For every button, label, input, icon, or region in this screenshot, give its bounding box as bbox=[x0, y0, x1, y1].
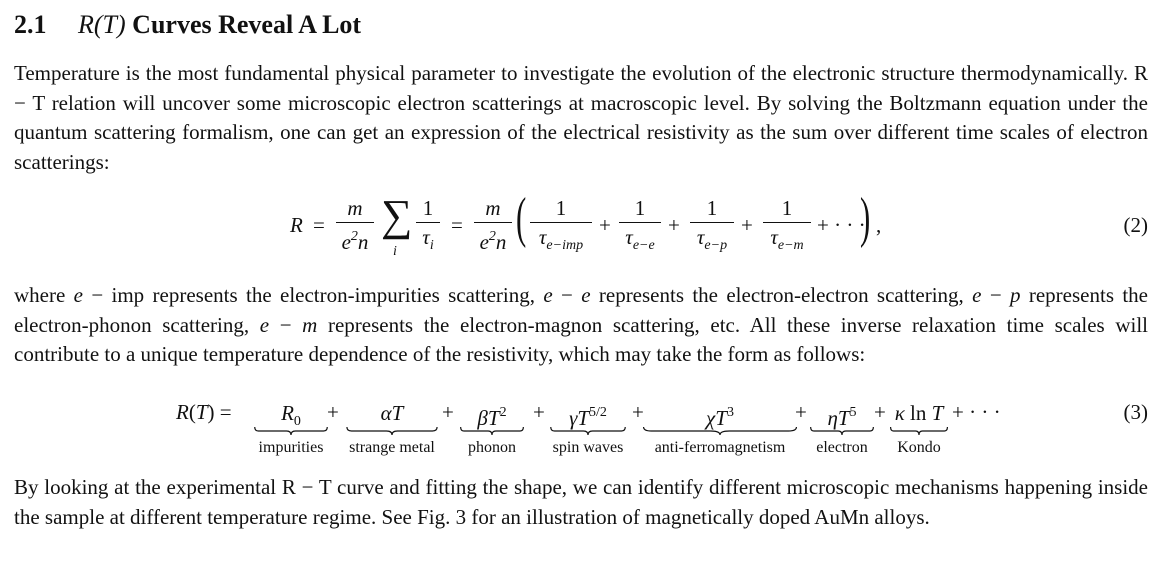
section-title-text: Curves Reveal A Lot bbox=[125, 10, 362, 39]
math-symbol: e bbox=[581, 283, 591, 307]
eq3-label-spin-waves: spin waves bbox=[552, 439, 624, 456]
eq2-equals-1: = bbox=[313, 213, 325, 237]
eq2-frac-imp: 1 $\tau_{e-imp}$ bbox=[530, 196, 592, 258]
eq2-sum-index: i bbox=[393, 244, 397, 259]
math-symbol: e bbox=[73, 283, 83, 307]
eq2-comma: , bbox=[876, 213, 882, 237]
eq3-term-spin-waves: $\gamma T^{5/2}$ spin waves bbox=[550, 400, 626, 457]
text-run: where bbox=[14, 283, 74, 307]
eq2-lhs: R bbox=[290, 213, 303, 237]
eq2-frac-m-e2n-2: m $e^2n$ bbox=[474, 196, 512, 254]
eq3-plus-3: + bbox=[533, 400, 545, 424]
eq3-term-kondo: κ ln T Kondo bbox=[890, 400, 948, 457]
eq2-sum-symbol: ∑ bbox=[381, 191, 413, 240]
math-symbol: e bbox=[259, 312, 270, 337]
eq2-plus-3: + bbox=[741, 213, 753, 237]
math-symbol: p bbox=[1010, 283, 1021, 307]
eq2-frac-1-tau-i: 1 $\tau_i$ bbox=[416, 196, 440, 258]
section-number: 2.1 bbox=[14, 10, 47, 39]
eq2-dots: + · · · bbox=[817, 213, 866, 237]
underbrace bbox=[346, 426, 438, 436]
equation-3-number: (3) bbox=[1123, 400, 1148, 424]
eq2-frac-ep: 1 $\tau_{e-p}$ bbox=[690, 196, 734, 258]
eq2-plus-2: + bbox=[668, 213, 680, 237]
text-run: − bbox=[981, 283, 1011, 307]
text-run: represents the electron-electron scattering, bbox=[590, 283, 973, 307]
section-heading bbox=[14, 10, 361, 40]
eq3-term-anti-ferromagnetism: $\chi T^3$ anti-ferromagnetism bbox=[642, 400, 798, 457]
eq2-frac-m-e2n-1: m $e^2n$ bbox=[336, 196, 374, 254]
equation-3 bbox=[14, 392, 1148, 467]
section-title-math: R(T) bbox=[78, 10, 126, 39]
eq3-term-impurities: $R_0$ impurities bbox=[254, 400, 328, 457]
eq3-plus-6: + bbox=[874, 400, 886, 424]
eq3-plus-5: + bbox=[795, 400, 807, 424]
math-symbol: e bbox=[543, 283, 553, 307]
eq2-frac-em: 1 $\tau_{e-m}$ bbox=[763, 196, 811, 258]
text-run: − bbox=[269, 312, 303, 337]
eq3-lhs: R(T) = bbox=[176, 400, 232, 424]
eq3-label-anti-ferromagnetism: anti-ferromagnetism bbox=[654, 439, 786, 456]
eq3-label-phonon: phonon bbox=[468, 439, 516, 456]
eq3-label-strange-metal: strange metal bbox=[349, 439, 435, 456]
underbrace bbox=[254, 426, 328, 436]
paragraph-experimental: By looking at the experimental R − T curve and fitting the shape, we can identify different microscopic mechanisms happening inside the sample at different temperature regime. See Fig. 3 for an illustration of magnetically doped AuMn alloys. bbox=[14, 475, 1148, 529]
eq3-plus-4: + bbox=[632, 400, 644, 424]
equation-2 bbox=[14, 187, 1148, 270]
eq3-plus-2: + bbox=[442, 400, 454, 424]
eq2-right-paren: ) bbox=[860, 187, 871, 249]
eq2-plus-1: + bbox=[599, 213, 611, 237]
text-run: − bbox=[552, 283, 582, 307]
eq2-frac-ee: 1 $\tau_{e-e}$ bbox=[619, 196, 661, 258]
underbrace bbox=[890, 426, 948, 436]
text-run: represents the electron-phonon scattering, bbox=[14, 283, 1148, 337]
eq3-term-strange-metal: αT strange metal bbox=[346, 400, 438, 457]
eq2-left-paren: ( bbox=[516, 187, 527, 249]
eq3-label-impurities: impurities bbox=[258, 439, 324, 456]
math-symbol: e bbox=[972, 283, 982, 307]
paragraph-intro: Temperature is the most fundamental physical parameter to investigate the evolution of the electronic structure thermodynamically. R − T relation will uncover some microscopic electron scatterings at macroscopic level. By solving the Boltzmann equation under the quantum scattering formalism, one can get an expression of the electrical resistivity as the sum over different time scales of electron scatterings: bbox=[14, 61, 1148, 174]
eq3-tail-dots: + · · · bbox=[952, 400, 1001, 424]
eq3-term-electron: $\eta T^5$ electron bbox=[810, 400, 874, 457]
text-run: represents the electron-magnon scattering, etc. All these inverse relaxation time scales will contribute to a unique temperature dependence of the resistivity, which may take the form as follows: bbox=[14, 312, 1149, 366]
eq3-label-kondo: Kondo bbox=[897, 439, 941, 456]
eq3-term-phonon: $\beta T^2$ phonon bbox=[460, 400, 524, 457]
paragraph-scattering-terms bbox=[14, 281, 1148, 370]
eq3-plus-1: + bbox=[327, 400, 339, 424]
equation-2-number: (2) bbox=[1123, 213, 1148, 237]
text-run: − imp represents the electron-impurities scattering, bbox=[82, 283, 544, 307]
eq3-label-electron: electron bbox=[816, 439, 868, 456]
math-symbol: m bbox=[302, 312, 318, 337]
eq2-equals-2: = bbox=[451, 213, 463, 237]
